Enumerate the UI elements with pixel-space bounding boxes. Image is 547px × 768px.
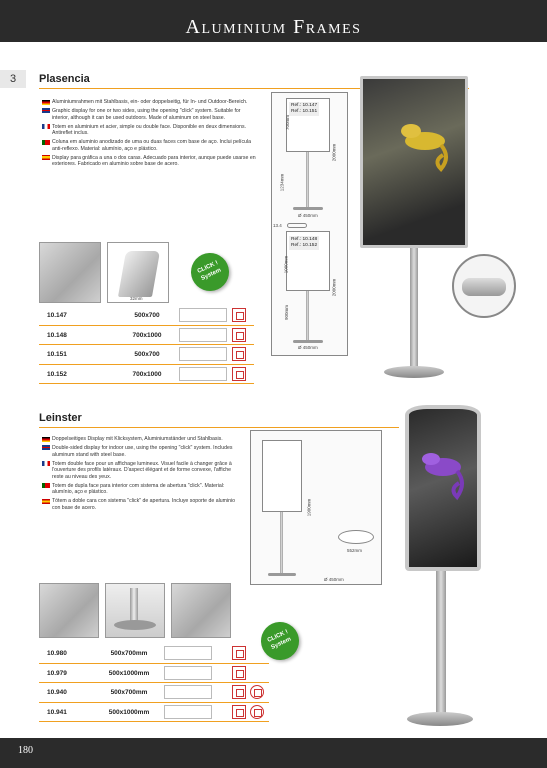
base-drawing <box>293 207 323 210</box>
dim-label: 1234mm <box>279 173 285 192</box>
dim-label: 13.4 <box>273 223 282 228</box>
section-title-plasencia: Plasencia <box>39 73 90 85</box>
desc-row-gb: Double-sided display for indoor use, using the opening "click" system. Includes aluminum stand with steel base. <box>42 445 242 458</box>
leinster-base <box>407 712 473 726</box>
table-row: 10.148 700x1000 <box>39 326 254 346</box>
double-side-icon <box>232 666 246 680</box>
order-box[interactable] <box>179 367 227 381</box>
base-drawing <box>268 573 296 576</box>
double-side-icon <box>232 685 246 699</box>
order-box[interactable] <box>164 646 212 660</box>
table-row: 10.980 500x700mm <box>39 644 269 664</box>
double-side-icon <box>232 347 246 361</box>
double-side-icon <box>232 705 246 719</box>
dim-label: 900mm <box>284 304 290 321</box>
flag-es-icon <box>42 499 50 504</box>
base-detail-photo <box>105 583 165 638</box>
light-icon <box>250 685 264 699</box>
divider <box>39 427 399 428</box>
flag-gb-icon <box>42 445 50 450</box>
plasencia-table <box>39 306 254 384</box>
flag-gb-icon <box>42 108 50 113</box>
plasencia-product-photo <box>360 76 468 248</box>
desc-row-de: Aluminiumrahmen mit Stahlbasis, ein- oder doppelseitig, für In- und Outdoor-Bereich. <box>42 99 257 106</box>
table-row: 10.152 700x1000 <box>39 365 254 385</box>
dim-label: 2000mm <box>331 143 337 162</box>
double-side-icon <box>232 646 246 660</box>
table-row: 10.940 500x700mm <box>39 683 269 703</box>
desc-row-fr: Totem double face pour un affichage lumineux. Visuel facile à changer grâce à l'ouverture des profils latéraux. D'aspect élégant et de forme convexe, l'affiche reste au niveau des yeux. <box>42 461 242 481</box>
flag-de-icon <box>42 437 50 442</box>
order-box[interactable] <box>164 705 212 719</box>
desc-row-pt: Totem de dupla face para interior com sistema de abertura "click". Material: alumínio, aço e plástico. <box>42 483 242 496</box>
flag-fr-icon <box>42 124 50 129</box>
pole-drawing <box>280 512 283 574</box>
profile-section-icon <box>287 223 307 228</box>
desc-row-es: Tótem a doble cara con sistema "click" de apertura. Incluye soporte de aluminio con base de acero. <box>42 498 242 511</box>
base-drawing <box>293 340 323 343</box>
table-row: 10.941 500x1000mm <box>39 703 269 723</box>
pole-drawing <box>306 291 309 341</box>
profile-photo <box>107 242 169 303</box>
dim-label: 2000mm <box>331 278 337 297</box>
top-view-drawing <box>338 530 374 544</box>
single-side-icon <box>232 328 246 342</box>
click-system-badge: CLICK ! System <box>185 247 235 297</box>
leinster-table <box>39 644 269 722</box>
pole-drawing <box>306 152 309 208</box>
profile-dim-label: 32mm <box>130 296 143 301</box>
page-title: Aluminium Frames <box>185 16 362 38</box>
dim-label: 700mm <box>285 114 291 131</box>
plasencia-description <box>42 99 257 170</box>
page-number: 180 <box>18 745 33 756</box>
desc-row-fr: Totem en aluminium et acier, simple ou double face. Disponible en deux dimensions. Antireflet inclus. <box>42 124 257 137</box>
flag-pt-icon <box>42 140 50 145</box>
dim-label: Ø 450mm <box>324 577 344 582</box>
desc-row-es: Display para gráfica a una o dos caras. Adecuado para interior, aunque puede usarse en exteriores. Fabricado en aluminio sobre base de acero. <box>42 155 257 168</box>
section-title-leinster: Leinster <box>39 412 82 424</box>
table-row: 10.151 500x700 <box>39 345 254 365</box>
table-row: 10.979 500x1000mm <box>39 664 269 684</box>
dim-label: 1900mm <box>306 498 312 517</box>
double-side-icon <box>232 367 246 381</box>
dim-label: 1000mm <box>283 255 289 274</box>
plasencia-pole <box>410 248 418 370</box>
desc-row-de: Doppelseitiges Display mit Klicksystem, Aluminiumständer und Stahlbasis. <box>42 436 242 443</box>
order-box[interactable] <box>179 328 227 342</box>
frame-edge-photo <box>171 583 231 638</box>
flag-pt-icon <box>42 483 50 488</box>
dim-label: Ø 450mm <box>298 345 318 350</box>
desc-row-gb: Graphic display for one or two sides, using the opening "click" system. Suitable for interior, although it can be used outdoors. Made of aluminum on steel base. <box>42 108 257 121</box>
frame-drawing <box>262 440 302 512</box>
single-side-icon <box>232 308 246 322</box>
click-system-badge: CLICK ! System <box>255 616 305 666</box>
desc-row-pt: Coluna em aluminio anodizado de uma ou duas faces com base de aço. Inclui película anti-reflexo. Material: alumínio, aço e plástico. <box>42 139 257 152</box>
light-icon <box>250 705 264 719</box>
corner-detail-photo <box>39 242 101 303</box>
order-box[interactable] <box>164 666 212 680</box>
leinster-description <box>42 436 242 514</box>
ref-label-bottom: Ref.: 10.148 Ref.: 10.152 <box>291 237 318 248</box>
profile-detail-zoom <box>452 254 516 318</box>
footer-bar <box>0 738 547 768</box>
dim-label: 552mm <box>347 548 363 553</box>
chapter-tab: 3 <box>0 70 26 88</box>
ref-label-top: Ref.: 10.147 Ref.: 10.151 <box>291 103 318 114</box>
leinster-pole <box>436 571 446 719</box>
order-box[interactable] <box>179 308 227 322</box>
bracket-detail-photo <box>39 583 99 638</box>
leinster-product-photo <box>405 405 481 571</box>
plasencia-base <box>384 366 444 378</box>
table-row: 10.147 500x700 <box>39 306 254 326</box>
order-box[interactable] <box>179 347 227 361</box>
flag-de-icon <box>42 100 50 105</box>
dim-label: Ø 450mm <box>298 213 318 218</box>
order-box[interactable] <box>164 685 212 699</box>
chameleon-image <box>409 409 477 567</box>
flag-fr-icon <box>42 461 50 466</box>
chameleon-image <box>363 79 465 245</box>
flag-es-icon <box>42 155 50 160</box>
